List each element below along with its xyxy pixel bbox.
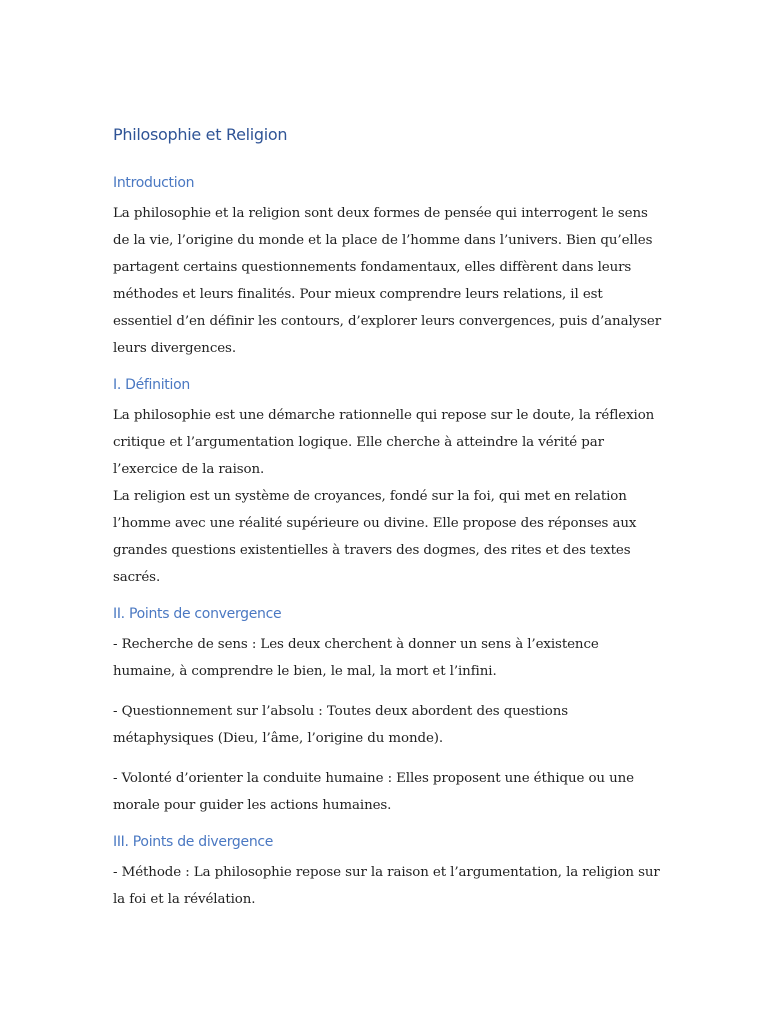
document-page bbox=[113, 122, 661, 925]
list-item: - Questionnement sur l’absolu : Toutes deux abordent des questions métaphysiques (Dieu, l’âme, l’origine du monde). bbox=[113, 704, 569, 746]
section-heading: I. Définition bbox=[113, 377, 190, 393]
section-heading: III. Points de divergence bbox=[113, 834, 274, 850]
section-convergence bbox=[113, 603, 661, 819]
section-divergence bbox=[113, 831, 661, 913]
section-definition bbox=[113, 374, 661, 591]
paragraph: La philosophie et la religion sont deux formes de pensée qui interrogent le sens de la vie, l’origine du monde et la place de l’homme dans l’univers. Bien qu’elles partagent certains questionnements fondamentaux, elles diffèrent dans leurs méthodes et leurs finalités. Pour mieux comprendre leurs relations, il est essentiel d’en définir les contours, d’explorer leurs convergences, puis d’analyser leurs divergences. bbox=[113, 206, 661, 356]
paragraph: La religion est un système de croyances, fondé sur la foi, qui met en relation l’homme avec une réalité supérieure ou divine. Elle propose des réponses aux grandes questions existentielles à travers des dogmes, des rites et des textes sacrés. bbox=[113, 489, 637, 585]
section-heading: Introduction bbox=[113, 175, 195, 191]
paragraph: La philosophie est une démarche rationnelle qui repose sur le doute, la réflexion critique et l’argumentation logique. Elle cherche à atteindre la vérité par l’exercice de la raison. bbox=[113, 408, 655, 477]
document-title: Philosophie et Religion bbox=[113, 125, 288, 144]
section-introduction bbox=[113, 172, 661, 362]
section-heading: II. Points de convergence bbox=[113, 606, 282, 622]
list-item: - Recherche de sens : Les deux cherchent à donner un sens à l’existence humaine, à comprendre le bien, le mal, la mort et l’infini. bbox=[113, 637, 599, 679]
list-item: - Volonté d’orienter la conduite humaine : Elles proposent une éthique ou une morale pour guider les actions humaines. bbox=[113, 771, 634, 813]
list-item: - Méthode : La philosophie repose sur la raison et l’argumentation, la religion sur la foi et la révélation. bbox=[113, 865, 660, 907]
